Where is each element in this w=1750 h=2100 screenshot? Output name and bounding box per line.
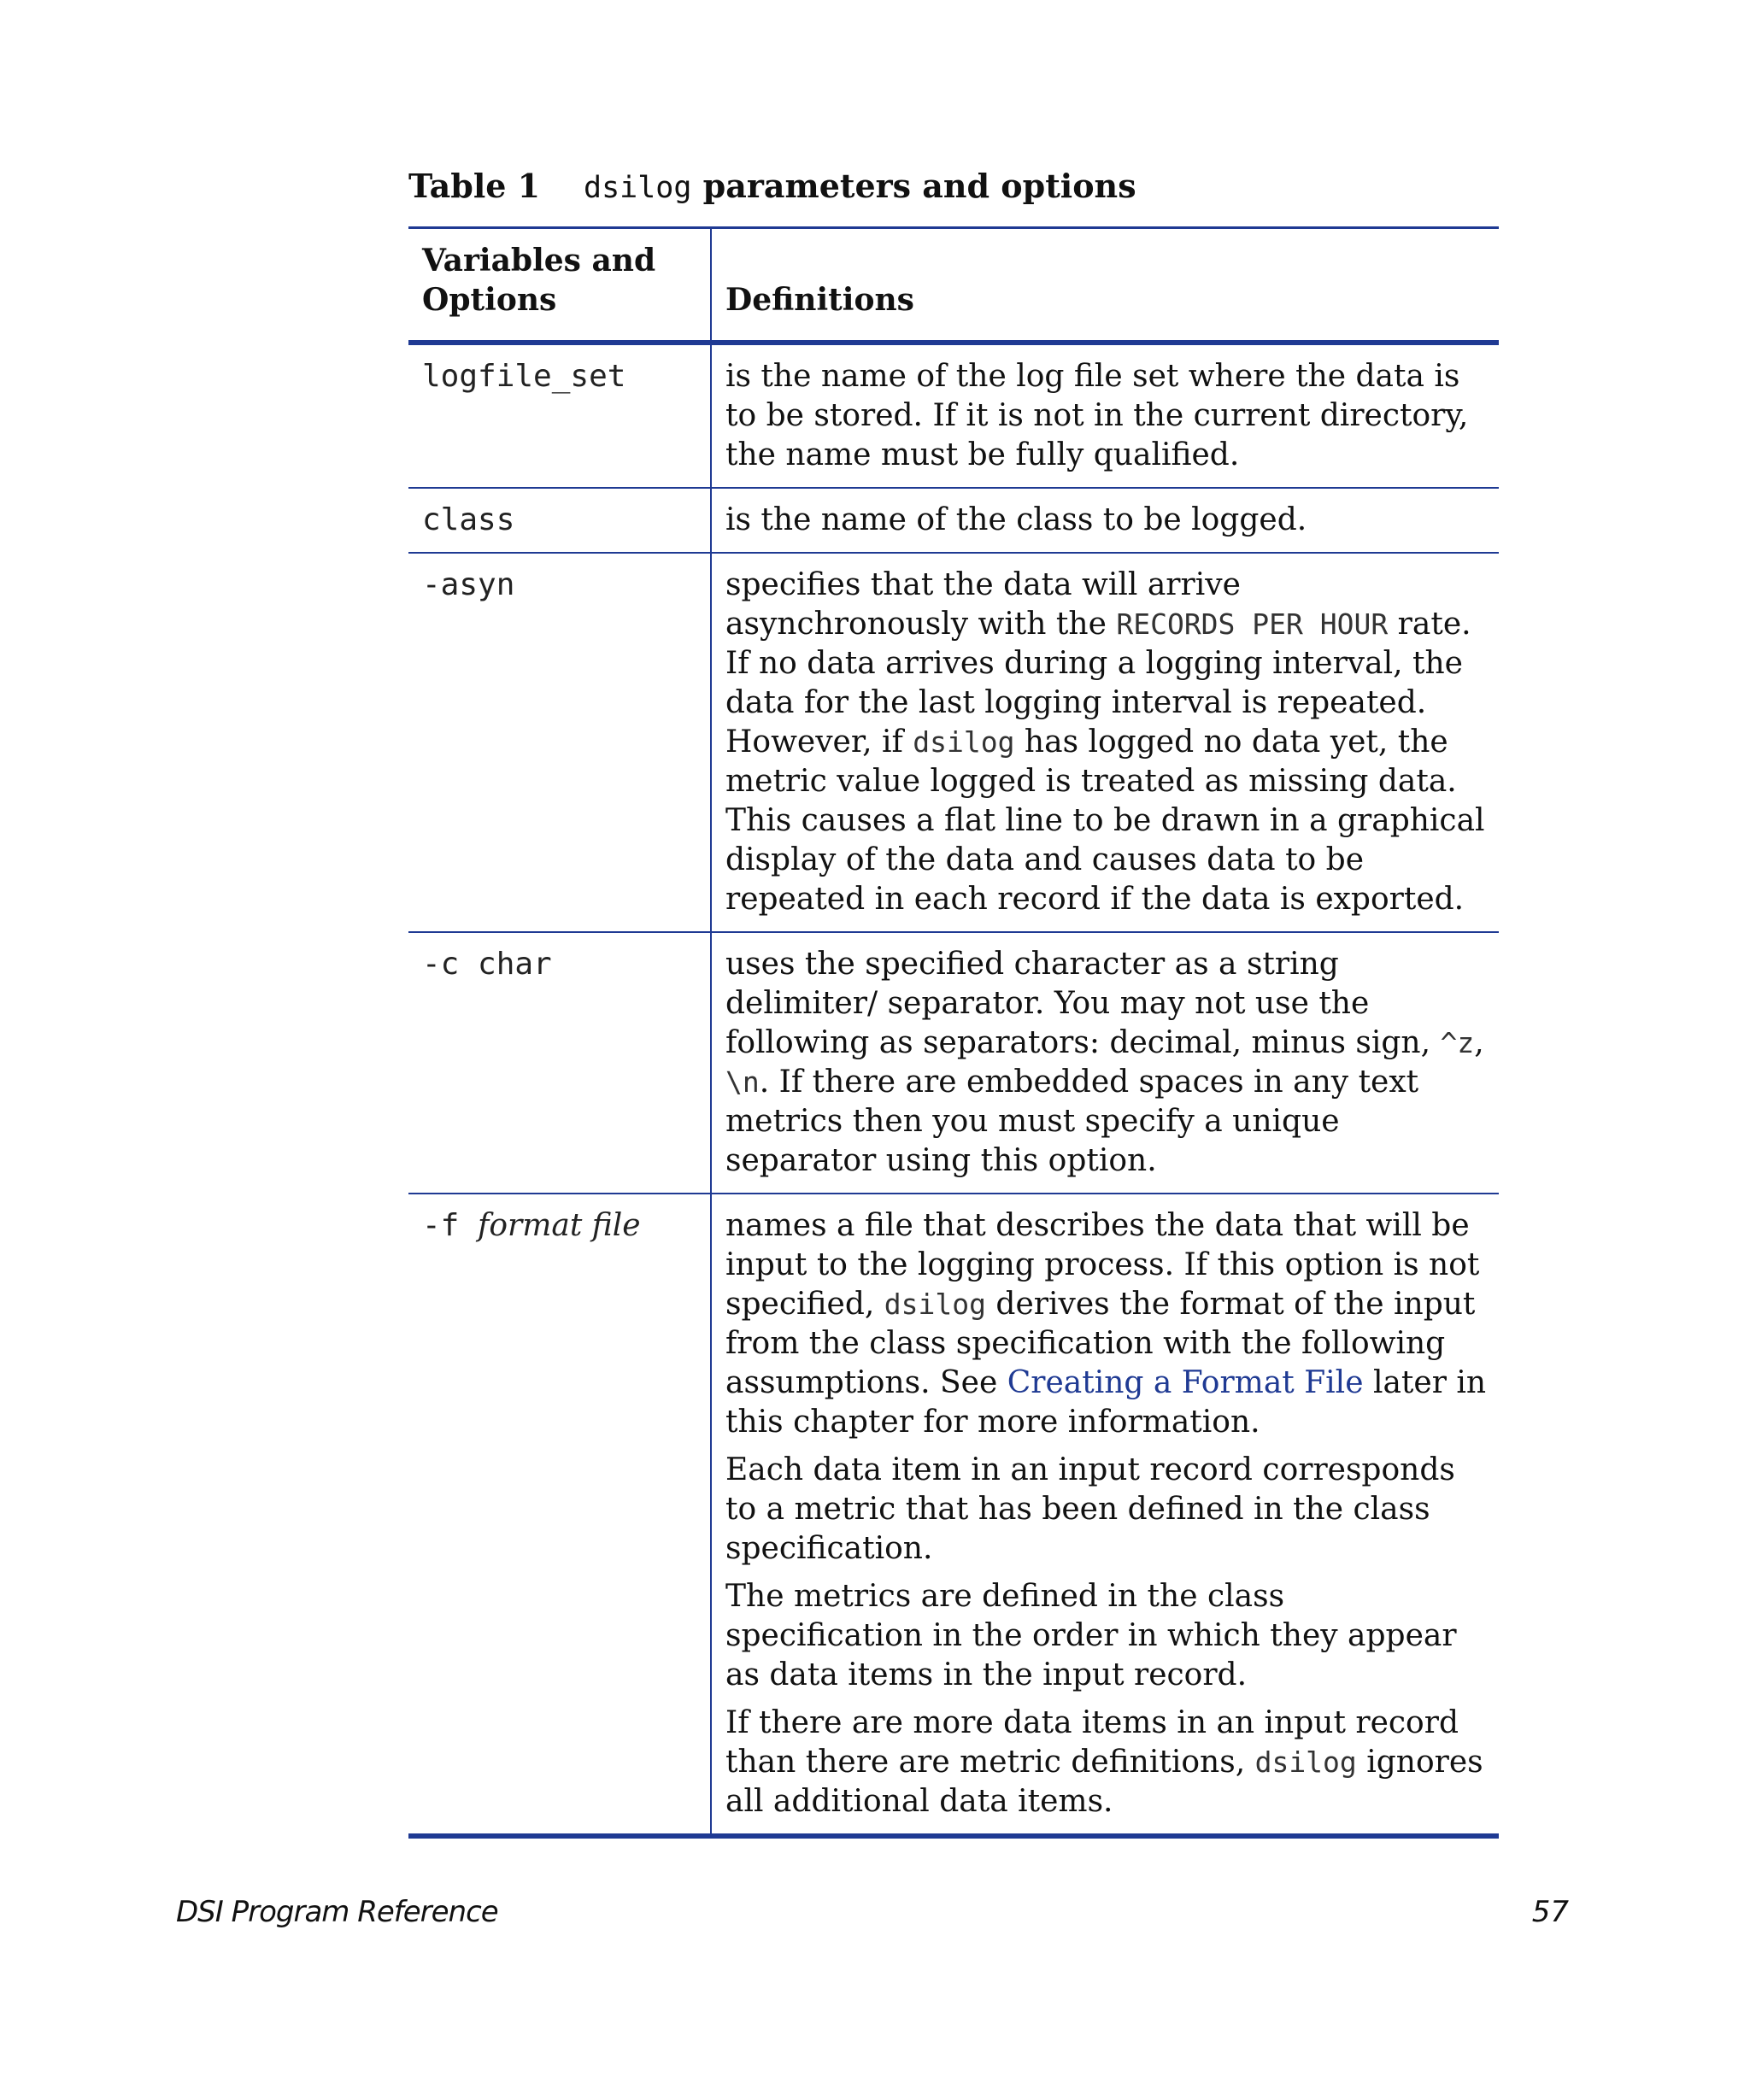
caption-title: parameters and options xyxy=(691,167,1136,205)
definition-cell: is the name of the class to be logged. xyxy=(725,502,1307,537)
table-row xyxy=(408,932,1499,1194)
inline-code: dsilog xyxy=(884,1288,986,1321)
parameters-table xyxy=(408,226,1499,1839)
creating-format-file-link[interactable]: Creating a Format File xyxy=(1007,1365,1364,1400)
footer-page-number: 57 xyxy=(1531,1895,1569,1929)
inline-code: dsilog xyxy=(1254,1745,1357,1779)
definition-cell: is the name of the log file set where the data is to be stored. If it is not in the current directory, the name must be fully qualified. xyxy=(725,359,1469,472)
definition-cell: specifies that the data will arrive asynchronously with the RECORDS PER HOUR rate. If no data arrives during a logging interval, the data for the last logging interval is repeated. However, if dsilog has logged no data yet, the metric value logged is treated as missing data. This causes a flat line to be drawn in a graphical display of the data and causes data to be repeated in each record if the data is exported. xyxy=(725,567,1485,917)
definition-paragraph: If there are more data items in an input record than there are metric definitions, dsilog ignores all additional data items. xyxy=(725,1705,1483,1819)
header-variables-options: Variables and Options xyxy=(408,228,711,343)
option-cell: logfile_set xyxy=(408,343,711,488)
definition-cell: uses the specified character as a string delimiter/ separator. You may not use the following as separators: decimal, minus sign, ^z, \n. If there are embedded spaces in any text metrics then you must specify a unique separator using this option. xyxy=(725,947,1484,1178)
definition-cell xyxy=(711,1194,1499,1836)
option-placeholder: format file xyxy=(478,1208,641,1243)
footer-document-title: DSI Program Reference xyxy=(176,1895,498,1929)
inline-code: \n xyxy=(725,1065,760,1099)
table-row xyxy=(408,553,1499,932)
option-cell: class xyxy=(408,488,711,553)
table-header-row xyxy=(408,228,1499,343)
table-row xyxy=(408,1194,1499,1836)
header-definitions: Definitions xyxy=(725,282,914,318)
inline-code: RECORDS PER HOUR xyxy=(1116,607,1389,641)
definition-paragraph: Each data item in an input record corresponds to a metric that has been defined in the class specification. xyxy=(725,1452,1455,1566)
table-number: Table 1 xyxy=(408,167,541,205)
table-row xyxy=(408,343,1499,488)
inline-code: ^z xyxy=(1440,1026,1475,1059)
definition-paragraph: The metrics are defined in the class specification in the order in which they appear as data items in the input record. xyxy=(725,1579,1457,1692)
definition-paragraph: names a file that describes the data that will be input to the logging process. If this option is not specified, dsilog derives the format of the input from the class specification with the following assumptions. See Creating a Format File later in this chapter for more information. xyxy=(725,1208,1487,1440)
option-cell: -c char xyxy=(408,932,711,1194)
table-row xyxy=(408,488,1499,553)
inline-code: dsilog xyxy=(913,725,1015,759)
table-caption xyxy=(408,167,1136,205)
option-cell: -asyn xyxy=(408,553,711,932)
caption-command: dsilog xyxy=(584,171,692,205)
option-cell: -f format file xyxy=(408,1194,711,1836)
